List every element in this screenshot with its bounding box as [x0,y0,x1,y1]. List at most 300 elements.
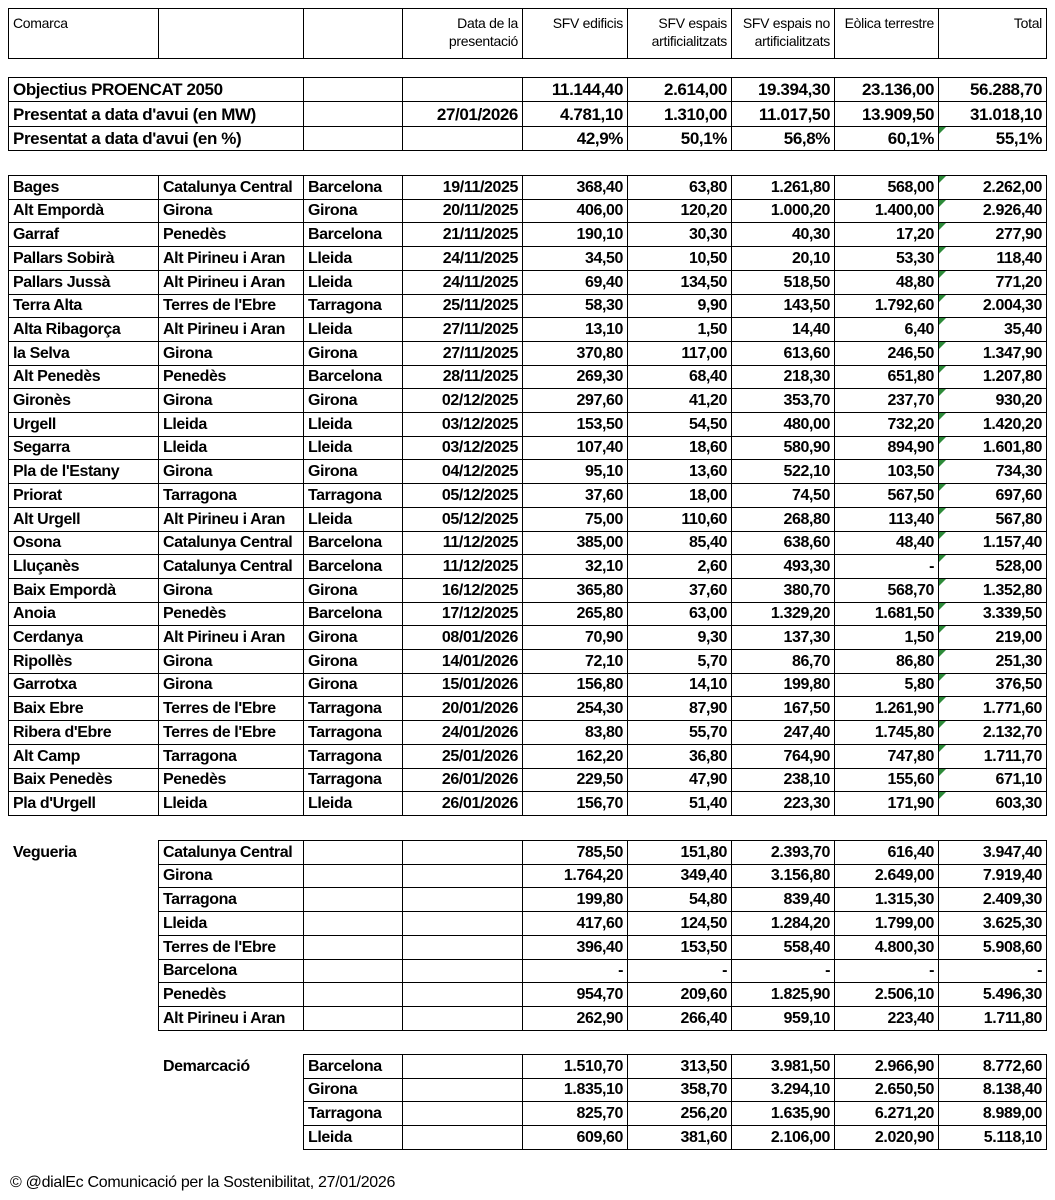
vegueria-value: 1.799,00 [874,915,934,932]
cell-value: 518,50 [783,274,830,291]
cell-value: 613,60 [783,345,830,362]
header-sfv-no-artificialitzats: SFV espais no artificialitzats [742,15,830,49]
cell-value: 2.004,30 [982,297,1042,314]
cell-data: 08/01/2026 [441,629,518,646]
cell-vegueria: Terres de l'Ebre [163,724,276,741]
cell-value: 218,30 [783,368,830,385]
header-sfv-edificis: SFV edificis [552,15,623,31]
demarcacio-name: Tarragona [308,1105,382,1122]
cell-value: 1,50 [904,629,934,646]
cell-comarca: Lluçanès [13,558,80,575]
cell-demarcacio: Girona [308,202,358,219]
comment-marker-icon [939,437,946,444]
cell-value: 87,90 [688,700,727,717]
cell-value: 238,10 [783,771,830,788]
cell-data: 25/01/2026 [441,748,518,765]
vegueria-name: Tarragona [163,891,237,908]
comment-marker-icon [939,650,946,657]
cell-value: 247,40 [783,724,830,741]
cell-data: 16/12/2025 [441,582,518,599]
cell-value: 54,50 [688,416,727,433]
demarcacio-value: 2.020,90 [874,1129,934,1146]
cell-value: 167,50 [783,700,830,717]
cell-demarcacio: Girona [308,463,358,480]
vegueria-value: 3.156,80 [770,867,830,884]
cell-value: 5,70 [697,653,727,670]
grid-line [402,840,403,1031]
cell-value: 14,10 [688,676,727,693]
cell-comarca: Baix Penedès [13,771,113,788]
demarcacio-value: 1.635,90 [770,1105,830,1122]
vegueria-value: 266,40 [680,1010,727,1027]
cell-demarcacio: Barcelona [308,226,382,243]
cell-value: 72,10 [584,653,623,670]
cell-value: - [929,558,934,575]
demarcacio-value: 1.835,10 [563,1081,623,1098]
cell-value: 353,70 [783,392,830,409]
header-data-presentacio: Data de la presentació [448,15,518,49]
vegueria-value: 785,50 [576,844,623,861]
summary-value: 23.136,00 [861,80,934,99]
comment-marker-icon [939,579,946,586]
cell-value: 17,20 [895,226,934,243]
cell-vegueria: Girona [163,463,213,480]
cell-value: 580,90 [783,439,830,456]
cell-value: 18,00 [688,487,727,504]
cell-value: 1.711,70 [983,748,1042,765]
cell-demarcacio: Girona [308,676,358,693]
cell-data: 27/11/2025 [442,345,518,362]
grid-line [1046,175,1047,816]
cell-comarca: Bages [13,179,60,196]
comment-marker-icon [939,223,946,230]
summary-value: 19.394,30 [757,80,830,99]
cell-value: 370,80 [576,345,623,362]
cell-data: 24/01/2026 [441,724,518,741]
comment-marker-icon [939,626,946,633]
cell-comarca: Priorat [13,487,62,504]
cell-demarcacio: Barcelona [308,558,382,575]
comment-marker-icon [939,769,946,776]
comment-marker-icon [939,508,946,515]
cell-value: 199,80 [783,676,830,693]
cell-value: 1.792,60 [874,297,934,314]
cell-value: 110,60 [681,511,727,528]
cell-comarca: Pallars Jussà [13,274,111,291]
cell-comarca: Osona [13,534,61,551]
vegueria-value: 417,60 [576,915,623,932]
cell-value: 894,90 [887,439,934,456]
cell-data: 17/12/2025 [441,605,518,622]
cell-vegueria: Girona [163,676,213,693]
cell-value: 1,50 [697,321,727,338]
grid-line [8,58,1047,59]
cell-demarcacio: Lleida [308,416,352,433]
cell-vegueria: Tarragona [163,748,237,765]
cell-demarcacio: Girona [308,345,358,362]
cell-value: 37,60 [584,487,623,504]
cell-comarca: Segarra [13,439,70,456]
cell-vegueria: Catalunya Central [163,558,293,575]
cell-value: 74,50 [791,487,830,504]
cell-value: 75,00 [584,511,623,528]
cell-vegueria: Alt Pirineu i Aran [163,250,286,267]
cell-value: 134,50 [680,274,727,291]
vegueria-value: 3.947,40 [982,844,1042,861]
cell-demarcacio: Tarragona [308,487,382,504]
grid-line [303,1149,1047,1150]
vegueria-value: 124,50 [680,915,727,932]
summary-value: 56.288,70 [969,80,1042,99]
cell-demarcacio: Lleida [308,321,352,338]
vegueria-value: 262,90 [576,1010,623,1027]
cell-comarca: Cerdanya [13,629,83,646]
grid-line [1046,1054,1047,1150]
vegueria-value: 1.315,30 [874,891,934,908]
vegueria-value: - [929,962,934,979]
cell-vegueria: Girona [163,345,213,362]
vegueria-value: 2.649,00 [874,867,934,884]
vegueria-value: 3.625,30 [982,915,1042,932]
cell-value: 30,30 [688,226,727,243]
grid-line [402,77,403,151]
cell-value: 36,80 [688,748,727,765]
summary-value: 50,1% [680,129,727,148]
vegueria-name: Lleida [163,915,207,932]
cell-value: 603,30 [995,795,1042,812]
vegueria-name: Penedès [163,986,227,1003]
cell-demarcacio: Lleida [308,274,352,291]
cell-data: 03/12/2025 [441,439,518,456]
comment-marker-icon [939,532,946,539]
cell-demarcacio: Tarragona [308,748,382,765]
cell-value: 63,80 [688,179,727,196]
comment-marker-icon [939,389,946,396]
summary-value: 11.017,50 [758,105,830,124]
cell-value: 385,00 [576,534,623,551]
cell-comarca: Gironès [13,392,71,409]
summary-value: 31.018,10 [969,105,1042,124]
cell-value: 747,80 [887,748,934,765]
cell-demarcacio: Tarragona [308,700,382,717]
vegueria-value: 1.825,90 [770,986,830,1003]
vegueria-value: - [1037,962,1042,979]
cell-value: 48,40 [895,534,934,551]
summary-date [403,127,522,150]
cell-vegueria: Alt Pirineu i Aran [163,511,286,528]
cell-vegueria: Alt Pirineu i Aran [163,274,286,291]
cell-data: 20/01/2026 [441,700,518,717]
cell-demarcacio: Barcelona [308,368,382,385]
grid-line [1046,840,1047,1031]
comment-marker-icon [939,318,946,325]
vegueria-value: - [825,962,830,979]
cell-value: 113,40 [888,511,934,528]
cell-demarcacio: Girona [308,392,358,409]
summary-label: Objectius PROENCAT 2050 [13,80,223,99]
cell-value: 35,40 [1003,321,1042,338]
grid-line [303,77,304,151]
demarcacio-value: 8.772,60 [982,1058,1042,1075]
cell-value: 20,10 [791,250,830,267]
comment-marker-icon [939,460,946,467]
demarcacio-value: 825,70 [576,1105,623,1122]
cell-value: 638,60 [783,534,830,551]
cell-comarca: Alt Penedès [13,368,101,385]
cell-value: 368,40 [576,179,623,196]
cell-value: 1.420,20 [982,416,1042,433]
cell-value: 528,00 [995,558,1042,575]
comment-marker-icon [939,697,946,704]
cell-value: 153,50 [576,416,623,433]
cell-data: 11/12/2025 [442,534,518,551]
vegueria-value: 2.393,70 [770,844,830,861]
vegueria-value: 151,80 [680,844,727,861]
demarcacio-value: 2.106,00 [770,1129,830,1146]
cell-value: 1.261,80 [770,179,830,196]
cell-value: 58,30 [584,297,623,314]
vegueria-value: 2.506,10 [874,986,934,1003]
summary-value: 55,1% [995,129,1042,148]
cell-value: 83,80 [584,724,623,741]
cell-comarca: Pallars Sobirà [13,250,115,267]
cell-value: 155,60 [887,771,934,788]
vegueria-name: Barcelona [163,962,237,979]
cell-value: 117,00 [681,345,727,362]
cell-value: 3.339,50 [982,605,1042,622]
cell-value: 568,00 [887,179,934,196]
cell-value: 95,10 [584,463,623,480]
comment-marker-icon [939,745,946,752]
demarcacio-value: 6.271,20 [874,1105,934,1122]
cell-value: 86,80 [895,653,934,670]
cell-value: 6,40 [904,321,934,338]
cell-data: 05/12/2025 [441,511,518,528]
cell-vegueria: Lleida [163,439,207,456]
cell-data: 28/11/2025 [442,368,518,385]
cell-vegueria: Penedès [163,605,227,622]
cell-value: 493,30 [783,558,830,575]
cell-demarcacio: Tarragona [308,297,382,314]
demarcacio-value: 3.981,50 [770,1058,830,1075]
header-eolica-terrestre: Eòlica terrestre [844,15,934,31]
cell-value: 1.347,90 [982,345,1042,362]
cell-comarca: Anoia [13,605,56,622]
vegueria-label: Vegueria [13,844,77,861]
cell-value: 9,90 [697,297,727,314]
cell-data: 04/12/2025 [441,463,518,480]
cell-demarcacio: Lleida [308,439,352,456]
vegueria-value: 558,40 [783,939,830,956]
cell-comarca: la Selva [13,345,70,362]
cell-value: 47,90 [688,771,727,788]
summary-label: Presentat a data d'avui (en MW) [13,105,256,124]
cell-vegueria: Lleida [163,416,207,433]
cell-value: 48,80 [895,274,934,291]
cell-value: 764,90 [783,748,830,765]
comment-marker-icon [939,366,946,373]
comment-marker-icon [939,247,946,254]
cell-data: 15/01/2026 [441,676,518,693]
summary-value: 13.909,50 [861,105,934,124]
cell-value: 37,60 [688,582,727,599]
cell-data: 19/11/2025 [442,179,518,196]
vegueria-value: 7.919,40 [982,867,1042,884]
grid-line [303,840,304,1031]
grid-line [1046,77,1047,151]
cell-value: 568,70 [887,582,934,599]
cell-data: 05/12/2025 [441,487,518,504]
vegueria-name: Alt Pirineu i Aran [163,1010,286,1027]
comment-marker-icon [939,555,946,562]
cell-value: 18,60 [688,439,727,456]
cell-value: 68,40 [688,368,727,385]
cell-value: 1.000,20 [770,202,830,219]
cell-value: 522,10 [783,463,830,480]
cell-value: 156,70 [576,795,623,812]
cell-value: 1.601,80 [982,439,1042,456]
vegueria-value: 1.284,20 [770,915,830,932]
cell-value: 697,60 [995,487,1042,504]
vegueria-value: 54,80 [688,891,727,908]
grid-line [8,77,9,151]
cell-value: 32,10 [584,558,623,575]
cell-vegueria: Alt Pirineu i Aran [163,629,286,646]
grid-line [8,150,1047,151]
cell-demarcacio: Girona [308,582,358,599]
cell-vegueria: Girona [163,653,213,670]
cell-value: 671,10 [995,771,1042,788]
cell-value: 34,50 [584,250,623,267]
cell-data: 25/11/2025 [442,297,518,314]
vegueria-value: 209,60 [680,986,727,1003]
cell-vegueria: Terres de l'Ebre [163,297,276,314]
cell-value: 269,30 [576,368,623,385]
cell-value: 651,80 [887,368,934,385]
cell-comarca: Baix Empordà [13,582,116,599]
cell-comarca: Alt Camp [13,748,81,765]
cell-value: 2.132,70 [982,724,1042,741]
cell-value: 107,40 [576,439,623,456]
vegueria-value: 616,40 [887,844,934,861]
grid-line [522,77,523,151]
cell-value: 13,60 [688,463,727,480]
cell-demarcacio: Barcelona [308,605,382,622]
cell-value: 734,30 [995,463,1042,480]
grid-line [158,1030,1047,1031]
comment-marker-icon [939,674,946,681]
cell-data: 20/11/2025 [442,202,518,219]
cell-value: 1.681,50 [874,605,934,622]
vegueria-value: 959,10 [783,1010,830,1027]
vegueria-value: - [722,962,727,979]
vegueria-value: 1.711,80 [983,1010,1042,1027]
cell-data: 24/11/2025 [442,274,518,291]
demarcacio-value: 8.138,40 [982,1081,1042,1098]
cell-comarca: Pla de l'Estany [13,463,120,480]
cell-value: 254,30 [576,700,623,717]
cell-value: 103,50 [887,463,934,480]
vegueria-value: 199,80 [576,891,623,908]
cell-value: 246,50 [887,345,934,362]
demarcacio-name: Barcelona [308,1058,382,1075]
cell-value: 1.207,80 [982,368,1042,385]
cell-value: 406,00 [576,202,623,219]
header-sfv-artificialitzats: SFV espais artificialitzats [651,15,727,49]
cell-value: 2.262,00 [982,179,1042,196]
cell-demarcacio: Lleida [308,250,352,267]
cell-data: 27/11/2025 [442,321,518,338]
summary-date: 27/01/2026 [436,105,518,124]
cell-demarcacio: Tarragona [308,724,382,741]
cell-value: 480,00 [783,416,830,433]
cell-value: 10,50 [688,250,727,267]
cell-value: 171,90 [887,795,934,812]
cell-value: 380,70 [783,582,830,599]
vegueria-value: 5.496,30 [982,986,1042,1003]
cell-vegueria: Tarragona [163,487,237,504]
cell-comarca: Garraf [13,226,59,243]
cell-data: 02/12/2025 [441,392,518,409]
cell-value: 265,80 [576,605,623,622]
cell-data: 26/01/2026 [441,795,518,812]
cell-value: 143,50 [783,297,830,314]
grid-line [8,101,1047,102]
cell-value: 930,20 [995,392,1042,409]
cell-value: 229,50 [576,771,623,788]
demarcacio-value: 358,70 [680,1081,727,1098]
cell-value: 69,40 [584,274,623,291]
summary-label: Presentat a data d'avui (en %) [13,129,242,148]
comment-marker-icon [939,200,946,207]
comment-marker-icon [939,603,946,610]
cell-value: 41,20 [688,392,727,409]
cell-value: 1.400,00 [874,202,934,219]
cell-value: 277,90 [995,226,1042,243]
cell-value: 2.926,40 [982,202,1042,219]
cell-demarcacio: Barcelona [308,179,382,196]
comment-marker-icon [939,271,946,278]
cell-vegueria: Catalunya Central [163,179,293,196]
vegueria-value: - [618,962,623,979]
demarcacio-name: Girona [308,1081,358,1098]
cell-value: 567,50 [887,487,934,504]
demarcacio-value: 609,60 [576,1129,623,1146]
vegueria-value: 4.800,30 [874,939,934,956]
vegueria-value: 223,40 [887,1010,934,1027]
vegueria-name: Catalunya Central [163,844,293,861]
summary-value: 56,8% [783,129,830,148]
summary-date [403,78,522,101]
cell-value: 297,60 [576,392,623,409]
cell-value: 9,30 [697,629,727,646]
vegueria-value: 839,40 [783,891,830,908]
grid-line [303,8,304,59]
summary-value: 1.310,00 [664,105,727,124]
grid-line [1046,8,1047,59]
cell-value: 53,30 [895,250,934,267]
cell-value: 120,20 [680,202,727,219]
cell-value: 5,80 [904,676,934,693]
demarcacio-value: 381,60 [680,1129,727,1146]
comment-marker-icon [939,484,946,491]
cell-comarca: Pla d'Urgell [13,795,96,812]
summary-value: 42,9% [576,129,623,148]
cell-value: 1.157,40 [982,534,1042,551]
vegueria-name: Girona [163,867,213,884]
cell-demarcacio: Tarragona [308,771,382,788]
cell-data: 03/12/2025 [441,416,518,433]
